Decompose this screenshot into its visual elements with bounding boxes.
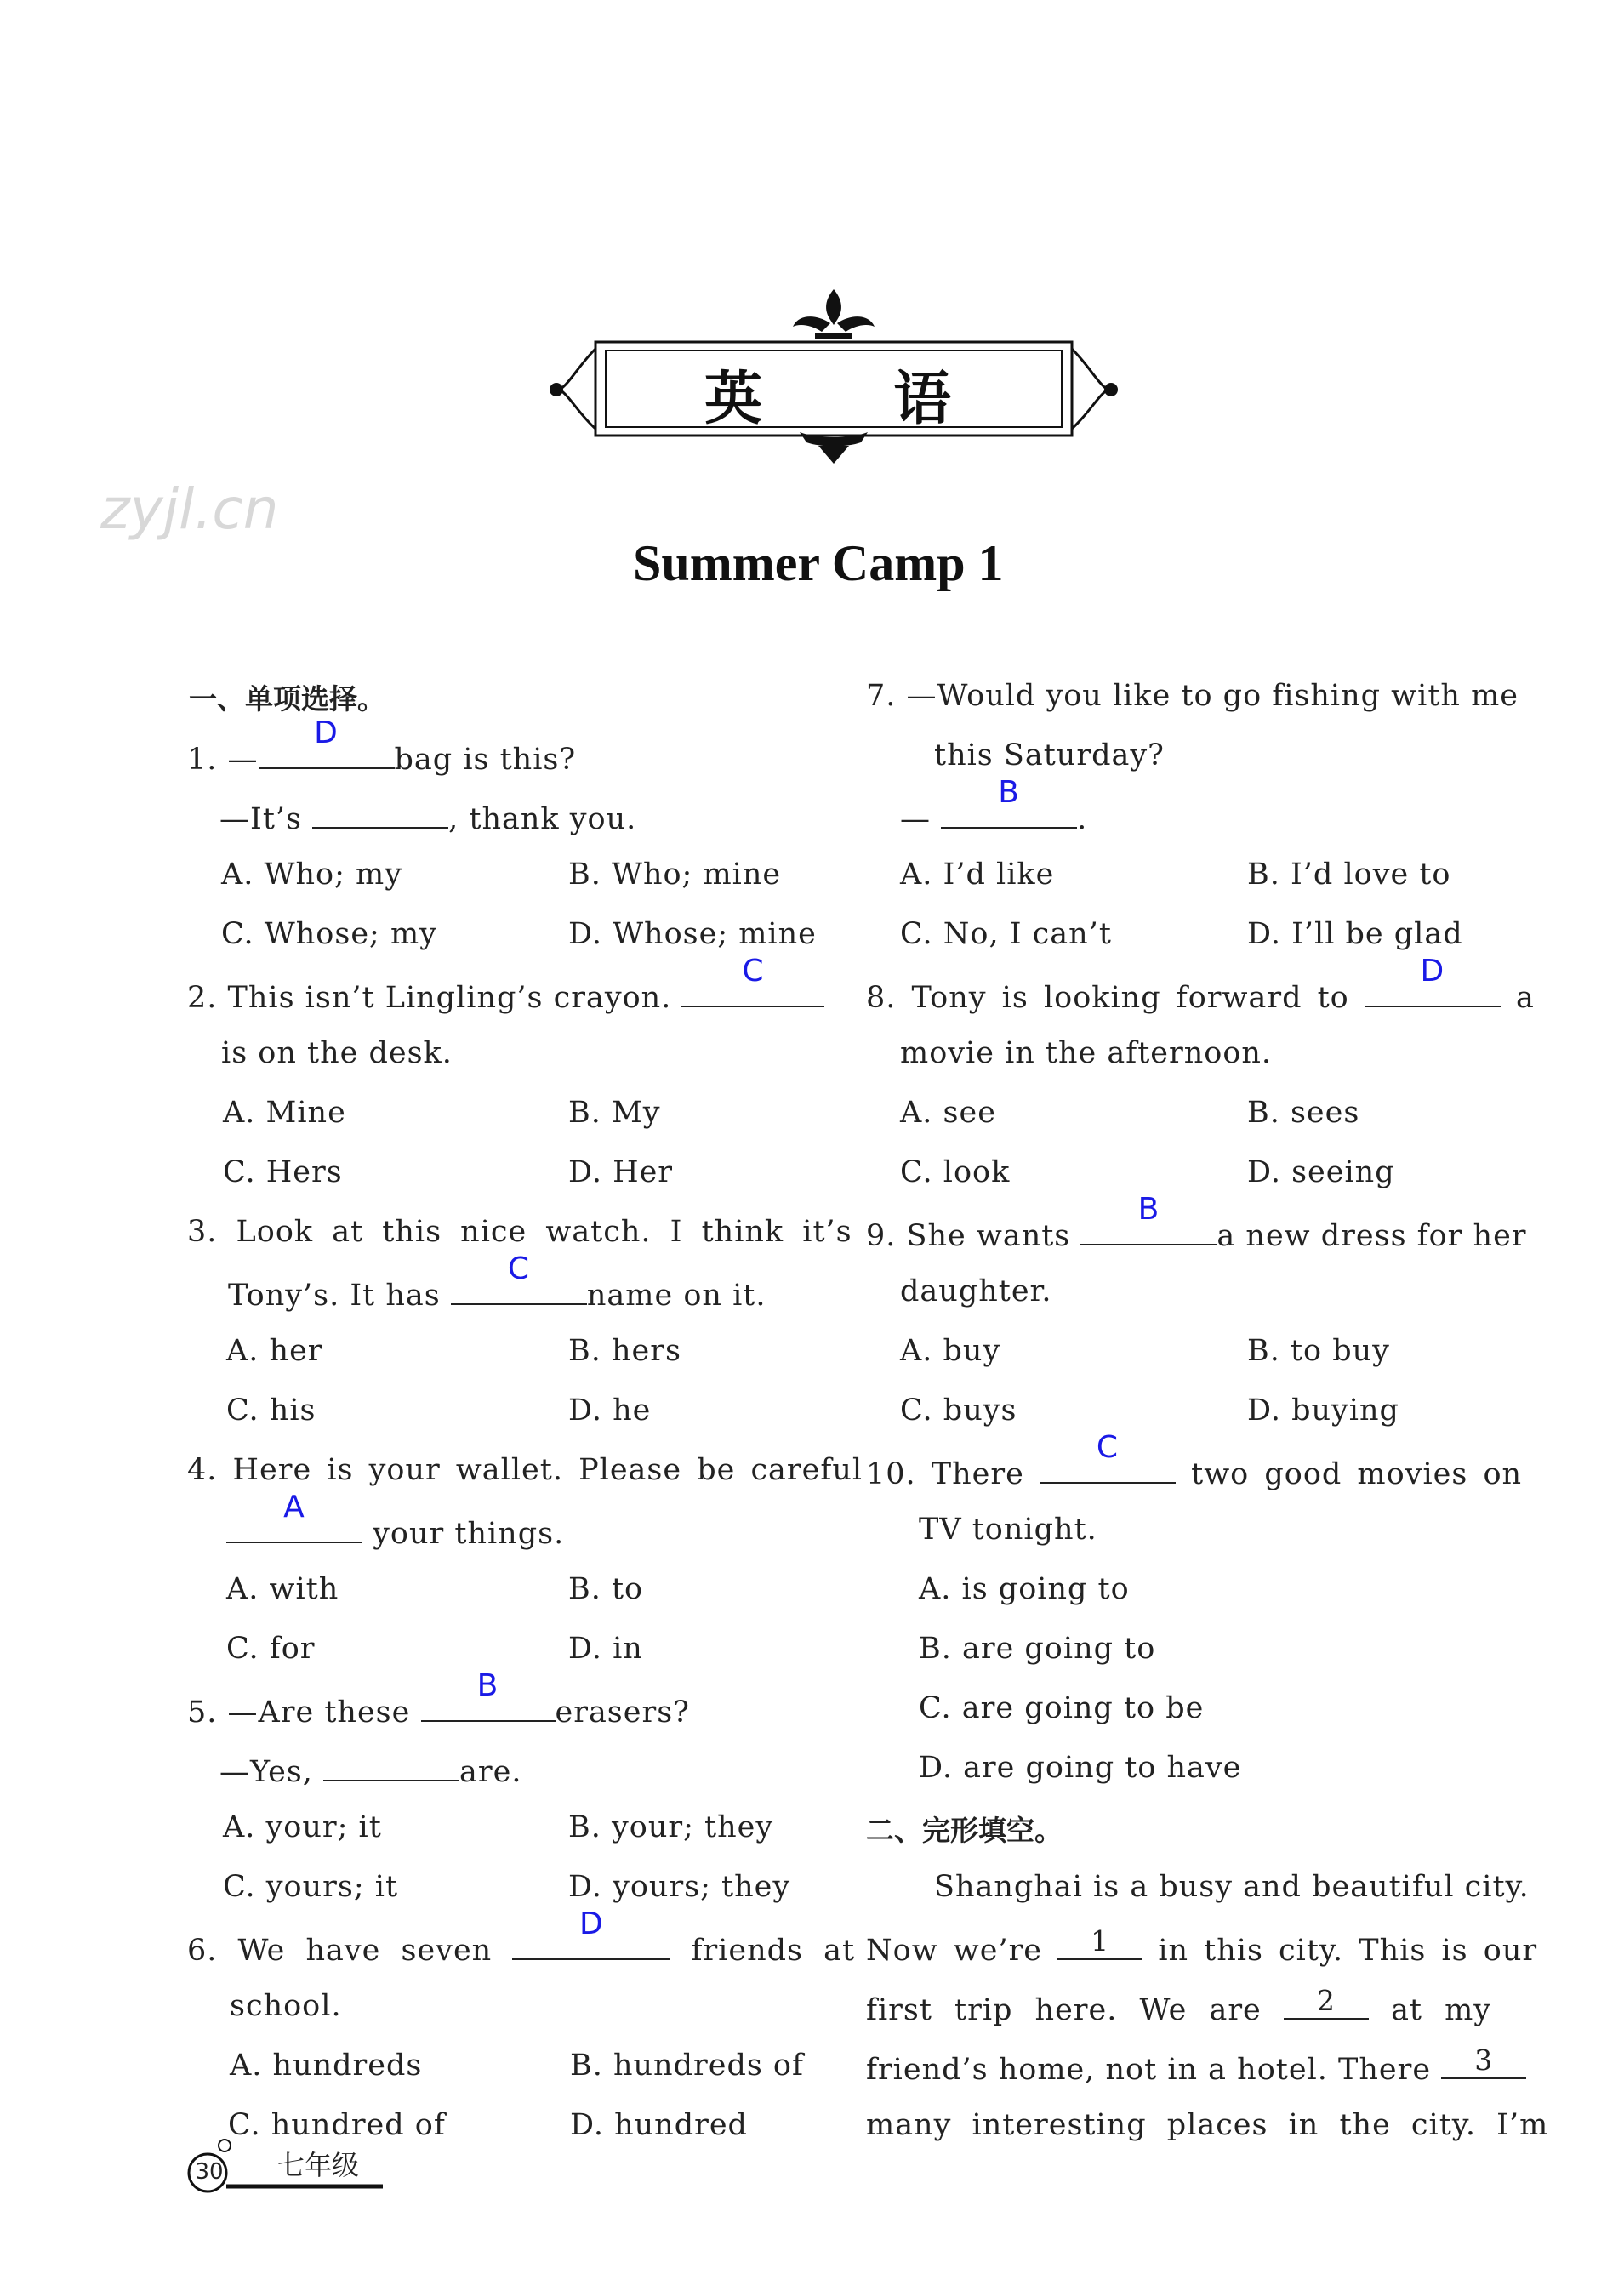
q5-blank[interactable]: B: [421, 1691, 556, 1722]
cloze-line-3: first trip here. We are 2 at my: [866, 1984, 1492, 2027]
watermark: zyjl.cn: [100, 476, 279, 542]
q5-option-d: D. yours; they: [568, 1870, 791, 1904]
q5-reply: —Yes, are.: [219, 1751, 521, 1789]
q4-line: 4. Here is your wallet. Please be careful: [187, 1453, 863, 1487]
q5-option-b: B. your; they: [568, 1810, 774, 1844]
q8-option-a: A. see: [900, 1096, 996, 1130]
banner-dot-left-icon: [550, 383, 563, 396]
q7-option-c: C. No, I can’t: [900, 917, 1112, 951]
q1-reply: —It’s , thank you.: [219, 798, 636, 836]
q4-option-b: B. to: [568, 1572, 644, 1606]
q1-option-a: A. Who; my: [221, 858, 402, 892]
q4-cont: A your things.: [226, 1513, 564, 1551]
q1-option-d: D. Whose; mine: [568, 917, 817, 951]
q1-reply-blank[interactable]: [312, 798, 448, 829]
cloze-blank-3[interactable]: 3: [1441, 2049, 1526, 2079]
subject-char-1: 英: [704, 366, 763, 433]
q1-blank[interactable]: D: [259, 738, 395, 769]
q4-option-d: D. in: [568, 1632, 643, 1666]
cloze-blank-2[interactable]: 2: [1284, 1989, 1369, 2020]
q2-blank[interactable]: C: [681, 977, 824, 1007]
q2-option-d: D. Her: [568, 1155, 674, 1189]
q8-blank[interactable]: D: [1365, 977, 1501, 1007]
q5-line: 5. —Are these B erasers?: [187, 1668, 690, 1730]
q6-option-a: A. hundreds: [230, 2049, 423, 2083]
q10-option-c: C. are going to be: [919, 1691, 1205, 1725]
subject-banner-frame: [544, 289, 1123, 468]
small-circle-icon: [219, 2140, 231, 2151]
q5-option-c: C. yours; it: [223, 1870, 399, 1904]
q5-option-a: A. your; it: [223, 1810, 382, 1844]
q8-line: 8. Tony is looking forward to D a: [866, 954, 1535, 1015]
q4-option-c: C. for: [226, 1632, 316, 1666]
q3-blank[interactable]: C: [451, 1274, 587, 1305]
q2-option-a: A. Mine: [223, 1096, 346, 1130]
subject-char-2: 语: [893, 366, 952, 433]
page-number: 30: [195, 2159, 224, 2185]
cloze-line-4: friend’s home, not in a hotel. There 3: [866, 2049, 1526, 2087]
q5-reply-blank[interactable]: [323, 1751, 459, 1781]
q8-option-d: D. seeing: [1247, 1155, 1395, 1189]
q8-option-b: B. sees: [1247, 1096, 1360, 1130]
q4-blank[interactable]: A: [226, 1513, 362, 1543]
cloze-line-1: Shanghai is a busy and beautiful city.: [934, 1870, 1530, 1904]
q9-option-d: D. buying: [1247, 1393, 1399, 1428]
q3-line: 3. Look at this nice watch. I think it’s: [187, 1215, 852, 1249]
q7-option-d: D. I’ll be glad: [1247, 917, 1463, 951]
q3-cont: Tony’s. It has C name on it.: [228, 1251, 766, 1313]
q8-option-c: C. look: [900, 1155, 1011, 1189]
fleur-top-icon: [793, 289, 875, 339]
q8-cont: movie in the afternoon.: [900, 1036, 1273, 1070]
grade-label: 七年级: [277, 2149, 360, 2181]
q7-option-a: A. I’d like: [900, 858, 1055, 892]
q10-option-d: D. are going to have: [919, 1751, 1242, 1785]
q7-option-b: B. I’d love to: [1247, 858, 1451, 892]
q1-option-b: B. Who; mine: [568, 858, 782, 892]
q1-option-c: C. Whose; my: [221, 917, 437, 951]
q9-line: 9. She wants B a new dress for her: [866, 1192, 1527, 1253]
q10-line: 10. There C two good movies on: [866, 1430, 1523, 1491]
q9-option-a: A. buy: [900, 1334, 1001, 1368]
q10-cont: TV tonight.: [919, 1513, 1097, 1547]
q6-blank[interactable]: D: [512, 1929, 670, 1960]
q6-cont: school.: [230, 1989, 342, 2023]
q3-option-a: A. her: [226, 1334, 323, 1368]
q9-cont: daughter.: [900, 1274, 1052, 1308]
banner-dot-right-icon: [1104, 383, 1118, 396]
section1-heading: 一、单项选择。: [189, 682, 385, 715]
q9-option-c: C. buys: [900, 1393, 1017, 1428]
q7-blank[interactable]: B: [941, 798, 1077, 829]
q1-line: 1. — D bag is this?: [187, 715, 577, 777]
cloze-line-2: Now we’re 1 in this city. This is our: [866, 1924, 1538, 1968]
q3-option-c: C. his: [226, 1393, 316, 1428]
q3-option-d: D. he: [568, 1393, 652, 1428]
cloze-line-5: many interesting places in the city. I’m: [866, 2108, 1549, 2142]
q6-line: 6. We have seven D friends at: [187, 1906, 856, 1968]
q7-reply: — B .: [900, 775, 1088, 836]
q2-option-c: C. Hers: [223, 1155, 343, 1189]
q10-option-a: A. is going to: [919, 1572, 1130, 1606]
cloze-blank-1[interactable]: 1: [1057, 1929, 1142, 1960]
q6-option-c: C. hundred of: [228, 2108, 446, 2142]
q6-option-b: B. hundreds of: [570, 2049, 804, 2083]
q6-option-d: D. hundred: [570, 2108, 748, 2142]
q2-line: 2. This isn’t Lingling’s crayon. C: [187, 977, 824, 1015]
q4-option-a: A. with: [226, 1572, 339, 1606]
fleur-bottom-icon: [800, 432, 868, 464]
q2-cont: is on the desk.: [221, 1036, 453, 1070]
q2-option-b: B. My: [568, 1096, 661, 1130]
q9-blank[interactable]: B: [1080, 1215, 1217, 1245]
q9-option-b: B. to buy: [1247, 1334, 1390, 1368]
q7-cont: this Saturday?: [934, 738, 1165, 772]
q10-option-b: B. are going to: [919, 1632, 1156, 1666]
q10-blank[interactable]: C: [1040, 1453, 1176, 1484]
page-title: Summer Camp 1: [633, 535, 1004, 591]
section2-heading: 二、完形填空。: [866, 1814, 1063, 1847]
q7-line: 7. —Would you like to go fishing with me: [866, 679, 1519, 713]
q3-option-b: B. hers: [568, 1334, 681, 1368]
